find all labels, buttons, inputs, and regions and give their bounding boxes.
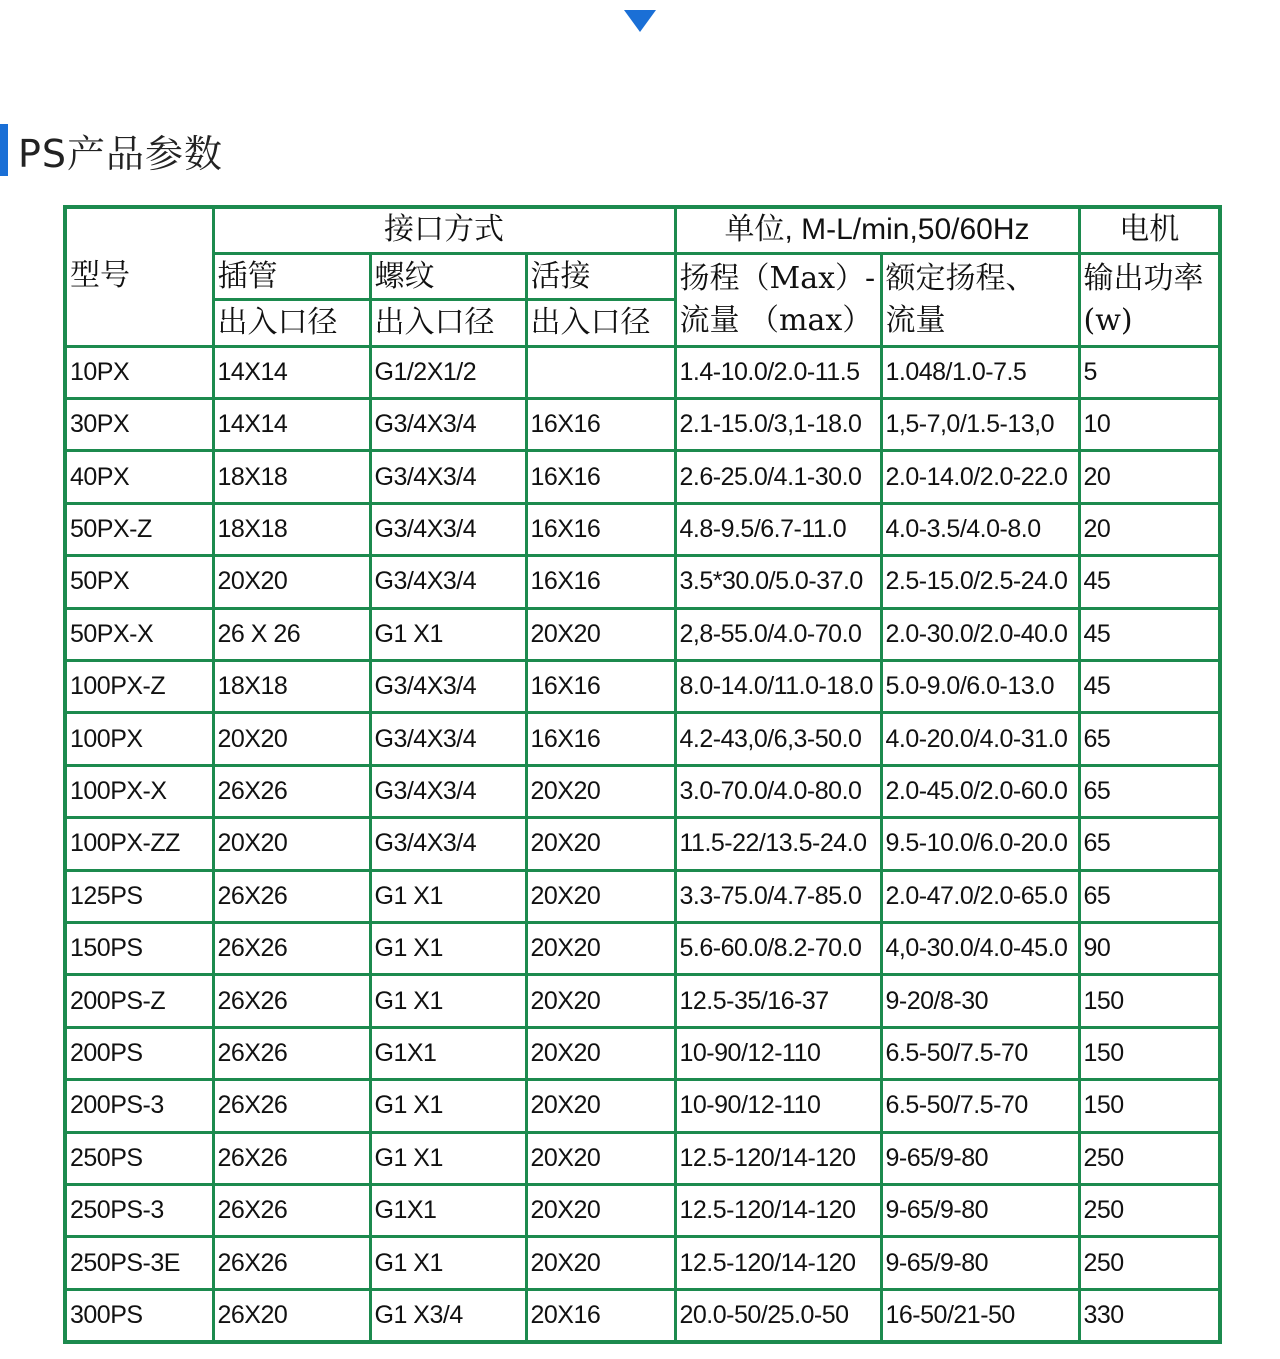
- title-accent-bar: [0, 124, 8, 176]
- cell-rated: 9-65/9-80: [881, 1237, 1079, 1289]
- scroll-down-arrow-icon: [624, 10, 656, 32]
- cell-thread: G3/4X3/4: [370, 398, 526, 450]
- cell-power: 45: [1079, 661, 1220, 713]
- cell-union: 20X20: [526, 975, 675, 1027]
- header-rated: [881, 253, 1079, 346]
- cell-power: 150: [1079, 975, 1220, 1027]
- table-row: [65, 556, 1220, 608]
- cell-rated: 9-65/9-80: [881, 1132, 1079, 1184]
- header-insert-pipe: 插管: [213, 253, 370, 299]
- cell-model: 100PX: [65, 713, 213, 765]
- table-row: [65, 1080, 1220, 1132]
- cell-model: 200PS-Z: [65, 975, 213, 1027]
- cell-thread: G1/2X1/2: [370, 346, 526, 398]
- cell-thread: G3/4X3/4: [370, 451, 526, 503]
- cell-power: 250: [1079, 1237, 1220, 1289]
- header-thread: 螺纹: [370, 253, 526, 299]
- table-row: [65, 346, 1220, 398]
- cell-rated: 6.5-50/7.5-70: [881, 1027, 1079, 1079]
- cell-union: 20X20: [526, 608, 675, 660]
- cell-rated: 2.0-14.0/2.0-22.0: [881, 451, 1079, 503]
- cell-max: 20.0-50/25.0-50: [675, 1289, 881, 1342]
- cell-insert: 14X14: [213, 346, 370, 398]
- cell-rated: 2.5-15.0/2.5-24.0: [881, 556, 1079, 608]
- section-title-text: PS产品参数: [18, 131, 224, 176]
- cell-rated: 4.0-20.0/4.0-31.0: [881, 713, 1079, 765]
- cell-union: 16X16: [526, 451, 675, 503]
- cell-power: 45: [1079, 556, 1220, 608]
- cell-thread: G1 X3/4: [370, 1289, 526, 1342]
- cell-union: 16X16: [526, 503, 675, 555]
- cell-rated: 1.048/1.0-7.5: [881, 346, 1079, 398]
- cell-insert: 20X20: [213, 818, 370, 870]
- cell-thread: G1 X1: [370, 1080, 526, 1132]
- header-diameter-thread: 出入口径: [370, 300, 526, 346]
- cell-thread: G1 X1: [370, 923, 526, 975]
- header-units-group: 单位, M-L/min,50/60Hz: [675, 207, 1079, 253]
- cell-rated: 1,5-7,0/1.5-13,0: [881, 398, 1079, 450]
- cell-power: 45: [1079, 608, 1220, 660]
- cell-max: 2.6-25.0/4.1-30.0: [675, 451, 881, 503]
- cell-power: 250: [1079, 1132, 1220, 1184]
- cell-thread: G3/4X3/4: [370, 556, 526, 608]
- header-union: 活接: [526, 253, 675, 299]
- cell-insert: 18X18: [213, 503, 370, 555]
- cell-thread: G3/4X3/4: [370, 503, 526, 555]
- table-row: [65, 1132, 1220, 1184]
- header-head-max-line1: 扬程（Max）-: [679, 260, 876, 296]
- cell-thread: G3/4X3/4: [370, 818, 526, 870]
- cell-max: 5.6-60.0/8.2-70.0: [675, 923, 881, 975]
- table-row: [65, 1289, 1220, 1342]
- cell-thread: G1 X1: [370, 608, 526, 660]
- cell-insert: 14X14: [213, 398, 370, 450]
- cell-max: 10-90/12-110: [675, 1080, 881, 1132]
- cell-rated: 4,0-30.0/4.0-45.0: [881, 923, 1079, 975]
- cell-rated: 9-65/9-80: [881, 1185, 1079, 1237]
- spec-table-wrapper: [63, 205, 1218, 1344]
- cell-max: 4.2-43,0/6,3-50.0: [675, 713, 881, 765]
- header-head-max-line2: 流量 （max）: [679, 302, 873, 338]
- cell-rated: 16-50/21-50: [881, 1289, 1079, 1342]
- cell-max: 10-90/12-110: [675, 1027, 881, 1079]
- cell-max: 12.5-120/14-120: [675, 1237, 881, 1289]
- cell-model: 100PX-Z: [65, 661, 213, 713]
- table-row: [65, 975, 1220, 1027]
- cell-union: 20X20: [526, 1237, 675, 1289]
- header-power-line1: 输出功率: [1083, 260, 1204, 296]
- cell-model: 50PX-X: [65, 608, 213, 660]
- cell-insert: 26X26: [213, 923, 370, 975]
- cell-thread: G3/4X3/4: [370, 713, 526, 765]
- cell-model: 250PS-3E: [65, 1237, 213, 1289]
- cell-insert: 20X20: [213, 713, 370, 765]
- cell-union: 20X20: [526, 923, 675, 975]
- section-title: [0, 124, 223, 176]
- cell-insert: 20X20: [213, 556, 370, 608]
- cell-power: 10: [1079, 398, 1220, 450]
- cell-power: 65: [1079, 765, 1220, 817]
- cell-model: 100PX-X: [65, 765, 213, 817]
- cell-power: 150: [1079, 1080, 1220, 1132]
- cell-model: 300PS: [65, 1289, 213, 1342]
- table-row: [65, 661, 1220, 713]
- cell-max: 3.0-70.0/4.0-80.0: [675, 765, 881, 817]
- cell-power: 330: [1079, 1289, 1220, 1342]
- cell-power: 20: [1079, 451, 1220, 503]
- header-model: 型号: [65, 207, 213, 346]
- cell-insert: 26X20: [213, 1289, 370, 1342]
- cell-power: 150: [1079, 1027, 1220, 1079]
- cell-model: 50PX: [65, 556, 213, 608]
- cell-union: [526, 346, 675, 398]
- header-head-max: [675, 253, 881, 346]
- cell-union: 20X20: [526, 818, 675, 870]
- cell-union: 20X20: [526, 870, 675, 922]
- spec-table: [63, 205, 1222, 1344]
- cell-rated: 9-20/8-30: [881, 975, 1079, 1027]
- header-diameter-insert: 出入口径: [213, 300, 370, 346]
- cell-union: 20X20: [526, 1185, 675, 1237]
- cell-thread: G3/4X3/4: [370, 765, 526, 817]
- cell-model: 250PS-3: [65, 1185, 213, 1237]
- cell-model: 200PS-3: [65, 1080, 213, 1132]
- cell-max: 2.1-15.0/3,1-18.0: [675, 398, 881, 450]
- cell-insert: 26X26: [213, 975, 370, 1027]
- cell-union: 16X16: [526, 398, 675, 450]
- cell-max: 3.3-75.0/4.7-85.0: [675, 870, 881, 922]
- cell-power: 250: [1079, 1185, 1220, 1237]
- cell-insert: 26X26: [213, 1185, 370, 1237]
- table-row: [65, 923, 1220, 975]
- cell-union: 20X20: [526, 1027, 675, 1079]
- cell-union: 16X16: [526, 556, 675, 608]
- cell-max: 4.8-9.5/6.7-11.0: [675, 503, 881, 555]
- table-row: [65, 765, 1220, 817]
- header-motor-group: 电机: [1079, 207, 1220, 253]
- cell-thread: G1 X1: [370, 1132, 526, 1184]
- cell-rated: 5.0-9.0/6.0-13.0: [881, 661, 1079, 713]
- cell-insert: 18X18: [213, 451, 370, 503]
- header-diameter-union: 出入口径: [526, 300, 675, 346]
- cell-union: 20X16: [526, 1289, 675, 1342]
- header-row-1: [65, 207, 1220, 253]
- cell-model: 30PX: [65, 398, 213, 450]
- header-row-2: [65, 253, 1220, 299]
- cell-insert: 26X26: [213, 1027, 370, 1079]
- cell-model: 250PS: [65, 1132, 213, 1184]
- cell-power: 65: [1079, 818, 1220, 870]
- table-row: [65, 870, 1220, 922]
- header-power-line2: (w): [1083, 302, 1133, 338]
- table-row: [65, 818, 1220, 870]
- cell-model: 100PX-ZZ: [65, 818, 213, 870]
- cell-union: 16X16: [526, 661, 675, 713]
- table-row: [65, 398, 1220, 450]
- table-row: [65, 1237, 1220, 1289]
- cell-power: 65: [1079, 870, 1220, 922]
- cell-max: 12.5-120/14-120: [675, 1132, 881, 1184]
- cell-rated: 9.5-10.0/6.0-20.0: [881, 818, 1079, 870]
- cell-rated: 4.0-3.5/4.0-8.0: [881, 503, 1079, 555]
- cell-insert: 26X26: [213, 870, 370, 922]
- table-row: [65, 1185, 1220, 1237]
- cell-model: 40PX: [65, 451, 213, 503]
- cell-insert: 26X26: [213, 1132, 370, 1184]
- cell-power: 65: [1079, 713, 1220, 765]
- cell-model: 50PX-Z: [65, 503, 213, 555]
- cell-thread: G1 X1: [370, 975, 526, 1027]
- header-rated-line1: 额定扬程、: [885, 260, 1036, 296]
- cell-max: 12.5-35/16-37: [675, 975, 881, 1027]
- table-row: [65, 503, 1220, 555]
- cell-model: 150PS: [65, 923, 213, 975]
- cell-power: 5: [1079, 346, 1220, 398]
- table-row: [65, 608, 1220, 660]
- cell-power: 20: [1079, 503, 1220, 555]
- cell-insert: 18X18: [213, 661, 370, 713]
- cell-model: 200PS: [65, 1027, 213, 1079]
- cell-max: 12.5-120/14-120: [675, 1185, 881, 1237]
- cell-max: 3.5*30.0/5.0-37.0: [675, 556, 881, 608]
- cell-insert: 26 X 26: [213, 608, 370, 660]
- cell-max: 11.5-22/13.5-24.0: [675, 818, 881, 870]
- cell-thread: G3/4X3/4: [370, 661, 526, 713]
- cell-union: 16X16: [526, 713, 675, 765]
- table-row: [65, 1027, 1220, 1079]
- cell-thread: G1 X1: [370, 870, 526, 922]
- cell-union: 20X20: [526, 765, 675, 817]
- cell-rated: 6.5-50/7.5-70: [881, 1080, 1079, 1132]
- cell-max: 2,8-55.0/4.0-70.0: [675, 608, 881, 660]
- cell-max: 1.4-10.0/2.0-11.5: [675, 346, 881, 398]
- cell-power: 90: [1079, 923, 1220, 975]
- cell-insert: 26X26: [213, 1080, 370, 1132]
- table-row: [65, 713, 1220, 765]
- header-interface-group: 接口方式: [213, 207, 675, 253]
- cell-union: 20X20: [526, 1132, 675, 1184]
- cell-rated: 2.0-30.0/2.0-40.0: [881, 608, 1079, 660]
- cell-union: 20X20: [526, 1080, 675, 1132]
- cell-thread: G1X1: [370, 1027, 526, 1079]
- cell-model: 10PX: [65, 346, 213, 398]
- cell-insert: 26X26: [213, 1237, 370, 1289]
- header-power: [1079, 253, 1220, 346]
- cell-model: 125PS: [65, 870, 213, 922]
- header-rated-line2: 流量: [885, 302, 946, 338]
- cell-thread: G1X1: [370, 1185, 526, 1237]
- cell-max: 8.0-14.0/11.0-18.0: [675, 661, 881, 713]
- cell-rated: 2.0-45.0/2.0-60.0: [881, 765, 1079, 817]
- cell-thread: G1 X1: [370, 1237, 526, 1289]
- cell-insert: 26X26: [213, 765, 370, 817]
- cell-rated: 2.0-47.0/2.0-65.0: [881, 870, 1079, 922]
- table-row: [65, 451, 1220, 503]
